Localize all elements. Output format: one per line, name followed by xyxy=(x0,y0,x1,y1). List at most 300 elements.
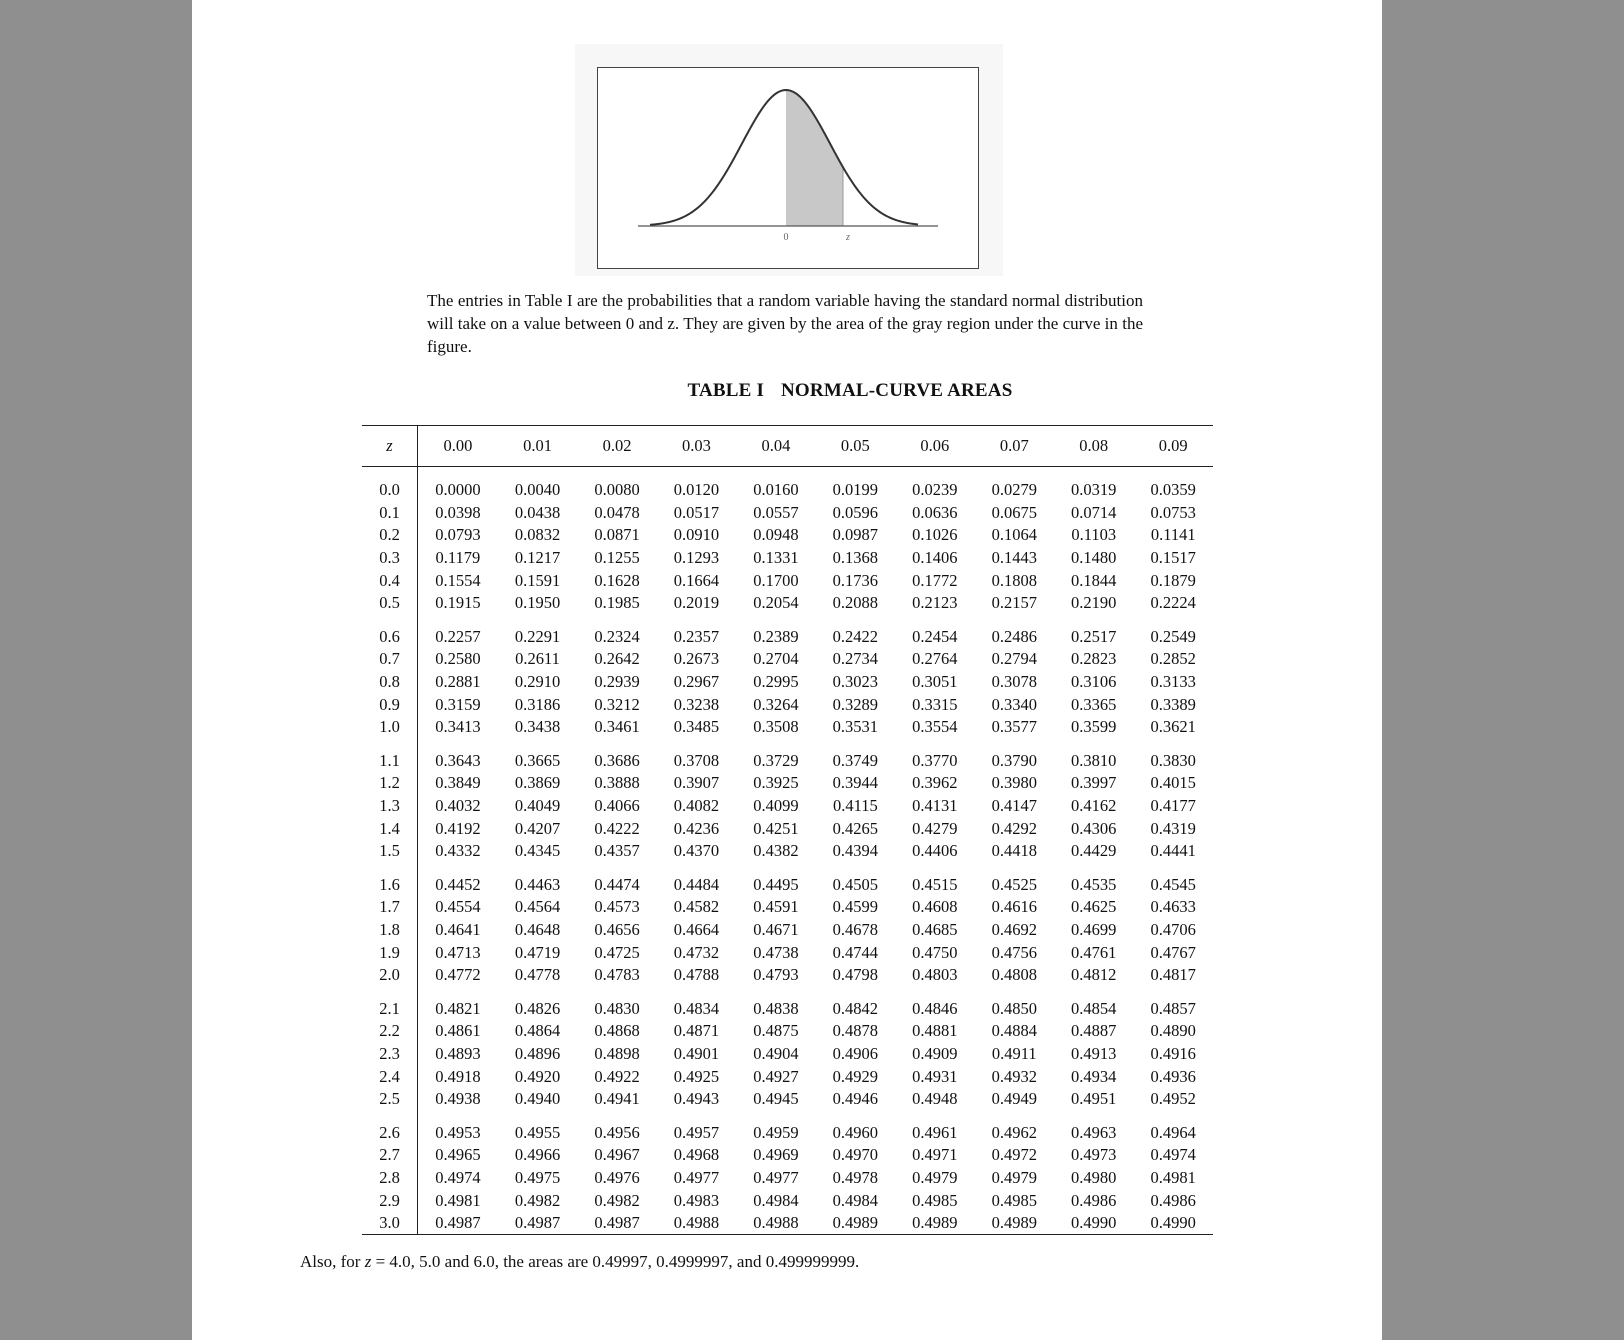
area-value-cell: 0.4916 xyxy=(1150,1043,1196,1063)
area-value-cell: 0.2881 xyxy=(435,672,481,692)
area-value-cell: 0.4685 xyxy=(912,919,958,939)
area-value-cell: 0.4957 xyxy=(673,1122,720,1142)
area-value-cell: 0.4953 xyxy=(435,1122,481,1142)
area-value-cell: 0.4857 xyxy=(1150,998,1196,1018)
table-body xyxy=(362,467,1213,1235)
area-value-cell: 0.4890 xyxy=(1150,1021,1196,1041)
area-value-cell: 0.4861 xyxy=(435,1021,481,1041)
area-value-cell: 0.4909 xyxy=(912,1043,958,1063)
area-value-cell: 0.3907 xyxy=(673,773,720,793)
area-value-cell: 0.4306 xyxy=(1071,818,1117,838)
area-value-cell: 0.3980 xyxy=(991,773,1037,793)
area-value-cell: 0.3531 xyxy=(832,717,879,737)
table-row xyxy=(362,467,1213,502)
area-value-cell: 0.2454 xyxy=(912,626,958,646)
area-value-cell: 0.4922 xyxy=(594,1066,640,1086)
footnote-variable: z xyxy=(364,1252,372,1271)
area-value-cell: 0.4986 xyxy=(1150,1190,1196,1210)
z-value-cell: 0.6 xyxy=(362,615,418,649)
z-value-cell: 2.0 xyxy=(362,964,418,987)
area-value-cell: 0.3051 xyxy=(912,672,958,692)
area-value-cell: 0.2939 xyxy=(594,672,640,692)
normal-curve-plot xyxy=(598,68,978,268)
area-value-cell: 0.4979 xyxy=(912,1167,958,1187)
area-value-cell: 0.4783 xyxy=(594,965,640,985)
area-value-cell: 0.3554 xyxy=(912,717,958,737)
z-value-cell: 2.6 xyxy=(362,1110,418,1144)
zero-label: 0 xyxy=(783,232,789,243)
area-value-cell: 0.4319 xyxy=(1150,818,1196,838)
area-value-cell: 0.4554 xyxy=(435,897,481,917)
area-value-cell: 0.0359 xyxy=(1150,480,1196,500)
table-row xyxy=(362,896,1213,919)
area-value-cell: 0.3289 xyxy=(832,694,879,714)
z-value-cell: 2.9 xyxy=(362,1189,418,1212)
area-value-cell: 0.3869 xyxy=(514,773,561,793)
area-value-cell: 0.4808 xyxy=(991,965,1037,985)
area-value-cell: 0.0793 xyxy=(435,525,481,545)
z-value-cell: 2.3 xyxy=(362,1043,418,1066)
column-header: 0.08 xyxy=(1054,426,1133,467)
area-value-cell: 0.1844 xyxy=(1071,570,1117,590)
area-value-cell: 0.4370 xyxy=(673,841,720,861)
area-value-cell: 0.4967 xyxy=(594,1145,640,1165)
table-title xyxy=(192,380,1382,402)
area-value-cell: 0.1879 xyxy=(1150,570,1196,590)
area-value-cell: 0.4699 xyxy=(1071,919,1117,939)
z-value-cell: 0.1 xyxy=(362,502,418,525)
area-value-cell: 0.4162 xyxy=(1071,796,1117,816)
area-value-cell: 0.4767 xyxy=(1150,942,1196,962)
area-value-cell: 0.4990 xyxy=(1054,1212,1133,1235)
area-value-cell: 0.3438 xyxy=(514,717,561,737)
area-value-cell: 0.3962 xyxy=(912,773,958,793)
area-value-cell: 0.4931 xyxy=(912,1066,958,1086)
z-value-cell: 2.4 xyxy=(362,1065,418,1088)
area-value-cell: 0.2088 xyxy=(832,593,879,613)
area-value-cell: 0.4066 xyxy=(594,796,640,816)
area-value-cell: 0.4761 xyxy=(1071,942,1117,962)
area-value-cell: 0.4962 xyxy=(991,1122,1037,1142)
column-header: 0.06 xyxy=(895,426,974,467)
area-value-cell: 0.1026 xyxy=(912,525,958,545)
table-row xyxy=(362,693,1213,716)
area-value-cell: 0.4798 xyxy=(832,965,879,985)
area-value-cell: 0.4878 xyxy=(832,1021,879,1041)
area-value-cell: 0.4265 xyxy=(832,818,879,838)
z-value-cell: 0.9 xyxy=(362,693,418,716)
area-value-cell: 0.4963 xyxy=(1071,1122,1117,1142)
area-value-cell: 0.0714 xyxy=(1071,502,1117,522)
area-value-cell: 0.4812 xyxy=(1071,965,1117,985)
area-value-cell: 0.4719 xyxy=(514,942,561,962)
area-value-cell: 0.0279 xyxy=(991,480,1037,500)
z-value-cell: 3.0 xyxy=(362,1212,418,1235)
area-value-cell: 0.4929 xyxy=(832,1066,879,1086)
area-value-cell: 0.2995 xyxy=(753,672,799,692)
area-value-cell: 0.4515 xyxy=(912,874,958,894)
z-value-cell: 0.8 xyxy=(362,671,418,694)
table-row xyxy=(362,1110,1213,1144)
area-value-cell: 0.3790 xyxy=(991,750,1037,770)
area-value-cell: 0.4951 xyxy=(1071,1089,1117,1109)
z-value-cell: 2.1 xyxy=(362,986,418,1020)
table-row xyxy=(362,941,1213,964)
table-row xyxy=(362,772,1213,795)
column-header: 0.04 xyxy=(736,426,815,467)
area-value-cell: 0.4987 xyxy=(577,1212,656,1235)
area-value-cell: 0.4981 xyxy=(435,1190,481,1210)
area-value-cell: 0.2967 xyxy=(673,672,720,692)
area-value-cell: 0.4279 xyxy=(912,818,958,838)
area-value-cell: 0.4452 xyxy=(435,874,481,894)
area-value-cell: 0.0636 xyxy=(912,502,958,522)
area-value-cell: 0.4985 xyxy=(912,1190,958,1210)
area-value-cell: 0.4960 xyxy=(832,1122,879,1142)
area-value-cell: 0.4545 xyxy=(1150,874,1196,894)
area-value-cell: 0.1103 xyxy=(1071,525,1117,545)
area-value-cell: 0.4898 xyxy=(594,1043,640,1063)
area-value-cell: 0.4599 xyxy=(832,897,879,917)
area-value-cell: 0.4207 xyxy=(514,818,561,838)
area-value-cell: 0.4671 xyxy=(753,919,799,939)
area-value-cell: 0.4049 xyxy=(514,796,561,816)
area-value-cell: 0.0871 xyxy=(594,525,640,545)
table-row xyxy=(362,863,1213,897)
area-value-cell: 0.2549 xyxy=(1150,626,1196,646)
area-value-cell: 0.4989 xyxy=(975,1212,1054,1235)
area-value-cell: 0.4115 xyxy=(832,796,878,816)
area-value-cell: 0.4949 xyxy=(991,1089,1037,1109)
area-value-cell: 0.4964 xyxy=(1150,1122,1196,1142)
area-value-cell: 0.4706 xyxy=(1150,919,1196,939)
area-value-cell: 0.4441 xyxy=(1150,841,1196,861)
area-value-cell: 0.4573 xyxy=(594,897,640,917)
area-value-cell: 0.4984 xyxy=(832,1190,879,1210)
area-value-cell: 0.4989 xyxy=(895,1212,974,1235)
area-value-cell: 0.4985 xyxy=(991,1190,1037,1210)
area-value-cell: 0.2794 xyxy=(991,649,1037,669)
area-value-cell: 0.4911 xyxy=(991,1043,1037,1063)
table-row xyxy=(362,1144,1213,1167)
area-value-cell: 0.4904 xyxy=(753,1043,799,1063)
area-value-cell: 0.0199 xyxy=(832,480,879,500)
z-column-header: z xyxy=(362,426,418,467)
area-value-cell: 0.4966 xyxy=(514,1145,561,1165)
area-value-cell: 0.2422 xyxy=(832,626,879,646)
area-value-cell: 0.4981 xyxy=(1150,1167,1196,1187)
area-value-cell: 0.4988 xyxy=(657,1212,736,1235)
area-value-cell: 0.3708 xyxy=(673,750,720,770)
area-value-cell: 0.4830 xyxy=(594,998,640,1018)
table-row xyxy=(362,739,1213,773)
area-value-cell: 0.3212 xyxy=(594,694,640,714)
area-value-cell: 0.1628 xyxy=(594,570,640,590)
area-value-cell: 0.4292 xyxy=(991,818,1037,838)
area-value-cell: 0.4850 xyxy=(991,998,1037,1018)
table-row xyxy=(362,986,1213,1020)
table-row xyxy=(362,1088,1213,1111)
area-value-cell: 0.4032 xyxy=(435,796,481,816)
z-value-cell: 1.4 xyxy=(362,817,418,840)
area-value-cell: 0.4983 xyxy=(673,1190,720,1210)
column-header: 0.03 xyxy=(657,426,736,467)
area-value-cell: 0.4943 xyxy=(673,1089,720,1109)
area-value-cell: 0.2704 xyxy=(753,649,799,669)
area-value-cell: 0.4147 xyxy=(991,796,1037,816)
area-value-cell: 0.3770 xyxy=(912,750,958,770)
area-value-cell: 0.1772 xyxy=(912,570,958,590)
area-value-cell: 0.4965 xyxy=(435,1145,481,1165)
table-row xyxy=(362,524,1213,547)
z-value-cell: 1.5 xyxy=(362,840,418,863)
z-value-cell: 1.0 xyxy=(362,716,418,739)
area-value-cell: 0.1141 xyxy=(1150,525,1196,545)
area-value-cell: 0.4977 xyxy=(753,1167,799,1187)
area-value-cell: 0.3830 xyxy=(1150,750,1196,770)
column-header: 0.09 xyxy=(1133,426,1213,467)
area-value-cell: 0.4778 xyxy=(514,965,561,985)
area-value-cell: 0.4846 xyxy=(912,998,958,1018)
area-value-cell: 0.4893 xyxy=(435,1043,481,1063)
area-value-cell: 0.4463 xyxy=(514,874,561,894)
area-value-cell: 0.3643 xyxy=(435,750,481,770)
area-value-cell: 0.4474 xyxy=(594,874,640,894)
area-value-cell: 0.4842 xyxy=(832,998,879,1018)
area-value-cell: 0.3925 xyxy=(753,773,799,793)
area-value-cell: 0.2224 xyxy=(1150,593,1196,613)
area-value-cell: 0.0319 xyxy=(1071,480,1117,500)
area-value-cell: 0.4495 xyxy=(753,874,799,894)
area-value-cell: 0.4990 xyxy=(1133,1212,1213,1235)
area-value-cell: 0.2389 xyxy=(753,626,799,646)
area-value-cell: 0.4976 xyxy=(594,1167,640,1187)
area-value-cell: 0.3686 xyxy=(594,750,640,770)
area-value-cell: 0.4332 xyxy=(435,841,481,861)
area-value-cell: 0.4936 xyxy=(1150,1066,1196,1086)
area-value-cell: 0.1293 xyxy=(673,548,720,568)
area-value-cell: 0.1517 xyxy=(1150,548,1196,568)
table-row xyxy=(362,964,1213,987)
area-value-cell: 0.2517 xyxy=(1071,626,1117,646)
area-value-cell: 0.3238 xyxy=(673,694,720,714)
area-value-cell: 0.4925 xyxy=(673,1066,720,1086)
area-value-cell: 0.4582 xyxy=(673,897,720,917)
area-value-cell: 0.3340 xyxy=(991,694,1037,714)
area-value-cell: 0.4948 xyxy=(912,1089,958,1109)
normal-curve-figure xyxy=(575,44,1003,276)
area-value-cell: 0.3365 xyxy=(1071,694,1117,714)
area-value-cell: 0.2486 xyxy=(991,626,1037,646)
area-value-cell: 0.4959 xyxy=(753,1122,799,1142)
table-row xyxy=(362,1043,1213,1066)
area-value-cell: 0.4826 xyxy=(514,998,561,1018)
z-value-cell: 0.4 xyxy=(362,569,418,592)
area-value-cell: 0.3485 xyxy=(673,717,720,737)
area-value-cell: 0.4082 xyxy=(673,796,720,816)
area-value-cell: 0.3186 xyxy=(514,694,561,714)
area-value-cell: 0.4971 xyxy=(912,1145,958,1165)
area-value-cell: 0.4918 xyxy=(435,1066,481,1086)
area-value-cell: 0.4744 xyxy=(832,942,879,962)
area-value-cell: 0.4803 xyxy=(912,965,958,985)
area-value-cell: 0.3577 xyxy=(991,717,1037,737)
area-value-cell: 0.2054 xyxy=(753,593,799,613)
area-value-cell: 0.4875 xyxy=(753,1021,799,1041)
area-value-cell: 0.3944 xyxy=(832,773,879,793)
area-value-cell: 0.0596 xyxy=(832,502,879,522)
area-value-cell: 0.0239 xyxy=(912,480,958,500)
area-value-cell: 0.0948 xyxy=(753,525,799,545)
area-value-cell: 0.4525 xyxy=(991,874,1037,894)
z-label: z xyxy=(846,232,850,243)
figure-frame xyxy=(597,67,979,269)
area-value-cell: 0.1368 xyxy=(832,548,879,568)
z-value-cell: 1.8 xyxy=(362,919,418,942)
area-value-cell: 0.2852 xyxy=(1150,649,1196,669)
table-row xyxy=(362,569,1213,592)
area-value-cell: 0.4982 xyxy=(514,1190,561,1210)
area-value-cell: 0.4505 xyxy=(832,874,879,894)
area-value-cell: 0.3621 xyxy=(1150,717,1196,737)
area-value-cell: 0.4887 xyxy=(1071,1021,1117,1041)
area-value-cell: 0.1217 xyxy=(514,548,561,568)
shaded-area xyxy=(786,90,843,226)
column-header: 0.00 xyxy=(418,426,498,467)
area-value-cell: 0.4973 xyxy=(1071,1145,1117,1165)
area-value-cell: 0.3078 xyxy=(991,672,1037,692)
z-value-cell: 0.0 xyxy=(362,467,418,502)
area-value-cell: 0.4987 xyxy=(418,1212,498,1235)
table-row xyxy=(362,1189,1213,1212)
area-value-cell: 0.3159 xyxy=(435,694,481,714)
area-value-cell: 0.3264 xyxy=(753,694,799,714)
area-value-cell: 0.4345 xyxy=(514,841,561,861)
area-value-cell: 0.4986 xyxy=(1071,1190,1117,1210)
area-value-cell: 0.3133 xyxy=(1150,672,1196,692)
area-value-cell: 0.4940 xyxy=(514,1089,561,1109)
area-value-cell: 0.2190 xyxy=(1071,593,1117,613)
area-value-cell: 0.0000 xyxy=(435,480,481,500)
z-value-cell: 0.2 xyxy=(362,524,418,547)
table-row xyxy=(362,592,1213,615)
area-value-cell: 0.0517 xyxy=(673,502,720,522)
area-value-cell: 0.1736 xyxy=(832,570,879,590)
area-value-cell: 0.0080 xyxy=(594,480,640,500)
table-row xyxy=(362,1212,1213,1235)
area-value-cell: 0.4932 xyxy=(991,1066,1037,1086)
area-value-cell: 0.4977 xyxy=(673,1167,720,1187)
normal-curve-table xyxy=(362,425,1213,1235)
area-value-cell: 0.1179 xyxy=(435,548,481,568)
column-header: 0.07 xyxy=(975,426,1054,467)
area-value-cell: 0.2357 xyxy=(673,626,720,646)
area-value-cell: 0.3413 xyxy=(435,717,481,737)
area-value-cell: 0.2324 xyxy=(594,626,640,646)
area-value-cell: 0.2734 xyxy=(832,649,879,669)
area-value-cell: 0.4868 xyxy=(594,1021,640,1041)
area-value-cell: 0.2642 xyxy=(594,649,640,669)
table-row xyxy=(362,840,1213,863)
area-value-cell: 0.4406 xyxy=(912,841,958,861)
area-value-cell: 0.1985 xyxy=(594,593,640,613)
area-value-cell: 0.2123 xyxy=(912,593,958,613)
area-value-cell: 0.4756 xyxy=(991,942,1037,962)
area-value-cell: 0.4955 xyxy=(514,1122,561,1142)
z-value-cell: 0.5 xyxy=(362,592,418,615)
area-value-cell: 0.4970 xyxy=(832,1145,879,1165)
area-value-cell: 0.3106 xyxy=(1071,672,1117,692)
area-value-cell: 0.4738 xyxy=(753,942,799,962)
table-row xyxy=(362,817,1213,840)
column-header: 0.01 xyxy=(498,426,577,467)
area-value-cell: 0.4484 xyxy=(673,874,720,894)
area-value-cell: 0.4429 xyxy=(1071,841,1117,861)
area-value-cell: 0.4656 xyxy=(594,919,640,939)
area-value-cell: 0.4961 xyxy=(912,1122,958,1142)
z-value-cell: 2.2 xyxy=(362,1020,418,1043)
area-value-cell: 0.4394 xyxy=(832,841,879,861)
intro-text: The entries in Table I are the probabilities that a random variable having the standard normal distribution will take on a value between 0 and z. They are given by the area of the gray region under the curve in the figure. xyxy=(427,291,1143,356)
area-value-cell: 0.3461 xyxy=(594,717,640,737)
area-value-cell: 0.4978 xyxy=(832,1167,879,1187)
area-value-cell: 0.4772 xyxy=(435,965,481,985)
table-row xyxy=(362,1065,1213,1088)
area-value-cell: 0.1331 xyxy=(753,548,799,568)
area-value-cell: 0.4972 xyxy=(991,1145,1037,1165)
area-value-cell: 0.3389 xyxy=(1150,694,1196,714)
area-value-cell: 0.3023 xyxy=(832,672,879,692)
table-row xyxy=(362,547,1213,570)
area-value-cell: 0.4871 xyxy=(673,1021,720,1041)
area-value-cell: 0.4664 xyxy=(673,919,720,939)
area-value-cell: 0.4793 xyxy=(753,965,799,985)
area-value-cell: 0.4616 xyxy=(991,897,1037,917)
area-value-cell: 0.4988 xyxy=(736,1212,815,1235)
area-value-cell: 0.4692 xyxy=(991,919,1037,939)
footnote-prefix: Also, for xyxy=(300,1252,365,1271)
z-value-cell: 0.3 xyxy=(362,547,418,570)
area-value-cell: 0.4725 xyxy=(594,942,640,962)
z-value-cell: 1.9 xyxy=(362,941,418,964)
area-value-cell: 0.4625 xyxy=(1071,897,1117,917)
area-value-cell: 0.3315 xyxy=(912,694,958,714)
area-value-cell: 0.0478 xyxy=(594,502,640,522)
area-value-cell: 0.0557 xyxy=(753,502,799,522)
area-value-cell: 0.4881 xyxy=(912,1021,958,1041)
table-header-row xyxy=(362,426,1213,467)
area-value-cell: 0.1064 xyxy=(991,525,1037,545)
area-value-cell: 0.4913 xyxy=(1071,1043,1117,1063)
area-value-cell: 0.4980 xyxy=(1071,1167,1117,1187)
area-value-cell: 0.4941 xyxy=(594,1089,640,1109)
area-value-cell: 0.1950 xyxy=(514,593,561,613)
z-value-cell: 1.1 xyxy=(362,739,418,773)
area-value-cell: 0.4099 xyxy=(753,796,799,816)
area-value-cell: 0.1554 xyxy=(435,570,481,590)
z-value-cell: 0.7 xyxy=(362,648,418,671)
area-value-cell: 0.0438 xyxy=(514,502,561,522)
area-value-cell: 0.4817 xyxy=(1150,965,1196,985)
table-row xyxy=(362,1167,1213,1190)
area-value-cell: 0.4938 xyxy=(435,1089,481,1109)
area-value-cell: 0.0910 xyxy=(673,525,720,545)
area-value-cell: 0.4920 xyxy=(514,1066,561,1086)
area-value-cell: 0.4884 xyxy=(991,1021,1037,1041)
area-value-cell: 0.4535 xyxy=(1071,874,1117,894)
area-value-cell: 0.0987 xyxy=(832,525,879,545)
area-value-cell: 0.4896 xyxy=(514,1043,561,1063)
